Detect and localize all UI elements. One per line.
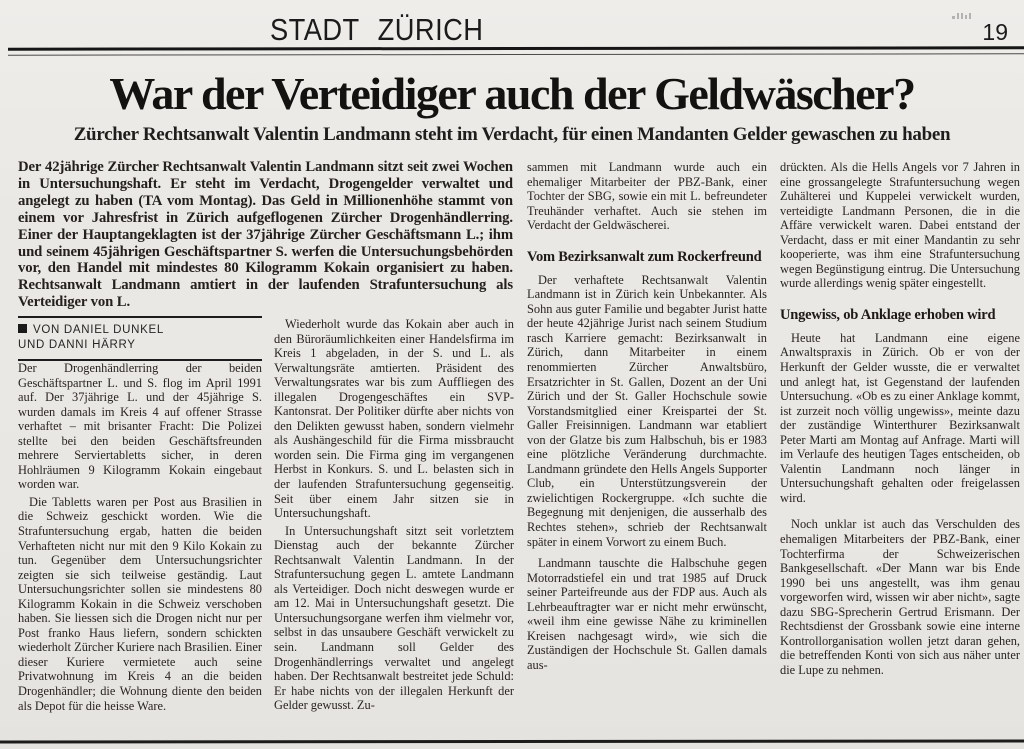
byline-author-2: UND DANNI HÄRRY <box>18 339 136 351</box>
header-rule <box>8 46 1024 55</box>
article-lead: Der 42jährige Zürcher Rechtsanwalt Valentin Landmann sitzt seit zwei Wochen in Untersuchungshaft. Er steht im Verdacht, Drogengelder verwaltet und angelegt zu haben (TA vom Montag). Das Geld in Millionenhöhe stammt von einem vor Jahresfrist in Zürich aufgeflogenen Zürcher Drogenhändlerring. Einer der Hauptangeklagten ist der 37jährige Zürcher Geschäftsmann L.; ihm und seinem 45jährigen Geschäftspartner S. werfen die Untersuchungsbehörden vor, den Handel mit mindestes 80 Kilogramm Kokain organisiert zu haben. Rechtsanwalt Landmann amtiert in der laufenden Strafuntersuchung als Verteidiger von L. <box>18 159 513 311</box>
body-column-3 <box>527 160 767 673</box>
body-column-1 <box>18 361 262 713</box>
paragraph: Der Drogenhändlerring der beiden Geschäftspartner L. und S. flog im April 1991 auf. Der 37jährige L. und der 45jährige S. wurden damals im Kreis 4 auf offener Strasse verhaftet – mit brisanter Fracht: Die Polizei stellte bei den beiden Geschäftsfreunden mehrere Serviertabletts sicher, in deren Hohlräumen 9 Kilogramm Kokain eingebaut worden war. <box>18 361 262 492</box>
paragraph: Heute hat Landmann eine eigene Anwaltspraxis in Zürich. Ob er von der Herkunft der Gelder wusste, die er verwaltet und anlegt hat, ist Gegenstand der laufenden Untersuchung. «Ob es zu einer Anklage kommt, ist zurzeit noch völlig ungewiss», meinte dazu der zuständige Winterthurer Bezirksanwalt Peter Marti am Montag auf Anfrage. Marti will im Verlaufe des heutigen Tages entscheiden, ob Valentin Landmann noch länger in Untersuchungshaft gehalten oder freigelassen wird. <box>780 330 1020 505</box>
byline-author-1: VON DANIEL DUNKEL <box>33 324 164 336</box>
body-column-2 <box>274 317 514 713</box>
paragraph: Wiederholt wurde das Kokain aber auch in den Büroräumlichkeiten einer Handelsfirma im Kreis 1 abgeladen, in der S. und L. als Verwaltungsräte amtierten. Präsident des Verwaltungsrates war bis zum Auffliegen des illegalen Drogengeschäftes ein SVP-Kantonsrat. Der Politiker dürfte aber nichts von den Delikten gewusst haben, sondern vielmehr als Aushängeschild für die Firma missbraucht worden sein. Die Firma ging im vergangenen Herbst in Konkurs. S. und L. belasten sich in der laufenden Strafuntersuchung gegenseitig. Seit über einem Jahr sitzen sie in Untersuchungshaft. <box>274 317 514 521</box>
paragraph: drückten. Als die Hells Angels vor 7 Jahren in eine grossangelegte Strafuntersuchung wegen Zuhälterei und Kuppelei verwickelt wurden, verteidigte Landmann Personen, die in die Affäre verwickelt waren. Dabei entstand der Verdacht, dass er mit einer Mandantin zu sehr kooperierte, was ihm eine Strafuntersuchung wegen Begünstigung eintrug. Die Untersuchung wurde allerdings wenig später eingestellt. <box>780 160 1020 291</box>
paragraph: Landmann tauschte die Halbschuhe gegen Motorradstiefel ein und trat 1985 auf Druck seiner Parteifreunde aus der FDP aus. Auch als Lehrbeauftragter war er nicht mehr erwünscht, «weil ihm eine gewisse Nähe zu kriminellen Kreisen nachgesagt wird», wie sich die Zuständigen der Hochschule St. Gallen damals aus- <box>527 556 767 672</box>
crosshead-bezirksanwalt: Vom Bezirksanwalt zum Rockerfreund <box>527 248 762 265</box>
bottom-rule <box>0 740 1024 744</box>
paragraph: Die Tabletts waren per Post aus Brasilien in die Schweiz geschickt worden. Wie die Strafuntersuchung ergab, hatten die beiden Verhafteten nicht nur mit den 9 Kilo Kokain zu tun. Gegenüber dem Untersuchungsrichter zeigten sie sich teilweise geständig. Laut Untersuchungsrichter sollen sie mindestens 80 Kilogramm Kokain in die Schweiz verschoben haben. Sie liessen sich die Drogen nicht nur per Post franko Haus liefern, sondern schickten wiederholt Zürcher Kuriere nach Brasilien. Einer dieser Kuriere vermietete auch seine Privatwohnung im Kreis 4 an die beiden Drogenhändler; die Wohnung diente den beiden als Depot für die heisse Ware. <box>18 494 262 713</box>
byline <box>18 316 262 361</box>
paragraph: Der verhaftete Rechtsanwalt Valentin Landmann ist in Zürich kein Unbekannter. Als Sohn aus guter Familie und begabter Jurist hatte der heute 42jährige Jurist nach seinem Studium rasch Karriere gemacht: Bezirksanwalt in Zürich, dann Mitarbeiter in einem renommierten Zürcher Anwaltsbüro, Ersatzrichter in St. Gallen, Dozent an der Uni Zürich und der St. Galler Hochschule sowie Vorstandsmitglied einer Kreispartei der St. Galler Freisinnigen. Landmann war etabliert von der Glatze bis zum Halbschuh, bis er 1983 eine plötzliche Veränderung durchmachte. Landmann gründete den Hells Angels Supporter Club, ein Unterstützungsverein der zwielichtigen Rockergruppe. «Ich suchte die Begegnung mit denjenigen, die ausserhalb des Rechtes stehen», schrieb der Rechtsanwalt später in einem Vorwort zu einem Buch. <box>527 272 767 549</box>
scan-artifact <box>952 6 1012 14</box>
crosshead-anklage: Ungewiss, ob Anklage erhoben wird <box>780 306 996 323</box>
paragraph: sammen mit Landmann wurde auch ein ehemaliger Mitarbeiter der PBZ-Bank, einer Tochter der SBG, sowie ein mit L. befreundeter Treuhänder verhaftet. Auch sie stehen im Verdacht der Geldwäscherei. <box>527 160 767 233</box>
byline-square-icon <box>18 324 27 333</box>
body-column-4 <box>780 160 1020 678</box>
paragraph: Noch unklar ist auch das Verschulden des ehemaligen Mitarbeiters der PBZ-Bank, einer Tochterfirma der Schweizerischen Bankgesellschaft. «Der Mann war bis Ende 1990 bei uns angestellt, was ihm genau vorgeworfen wird, wissen wir aber nicht», sagte dazu SBG-Sprecherin Gertrud Erismann. Der Rechtsdienst der Grossbank sowie eine interne Kontrollorganisation wollen jetzt daran gehen, die betreffenden Konti von sich aus näher unter die Lupe zu nehmen. <box>780 517 1020 677</box>
article-subheadline: Zürcher Rechtsanwalt Valentin Landmann steht im Verdacht, für einen Mandanten Gelder gewaschen zu haben <box>73 124 951 145</box>
section-title: STADT ZÜRICH <box>270 12 484 47</box>
article-headline: War der Verteidiger auch der Geldwäscher? <box>109 68 915 119</box>
paragraph: In Untersuchungshaft sitzt seit vorletztem Dienstag auch der bekannte Zürcher Rechtsanwalt Valentin Landmann. In der Strafuntersuchung gegen L. amtete Landmann als Verteidiger. Doch nicht deswegen wurde er am 12. Mai in Untersuchungshaft gesetzt. Die Untersuchungsorgane werfen ihm vielmehr vor, selbst in das unsaubere Geschäft verwickelt zu sein. Landmann soll Gelder des Drogenhändlerrings verwaltet und angelegt haben. Der Rechtsanwalt bestreitet jede Schuld: Er habe nichts von der illegalen Herkunft der Gelder gewusst. Zu- <box>274 523 514 713</box>
page-number: 19 <box>982 19 1008 45</box>
